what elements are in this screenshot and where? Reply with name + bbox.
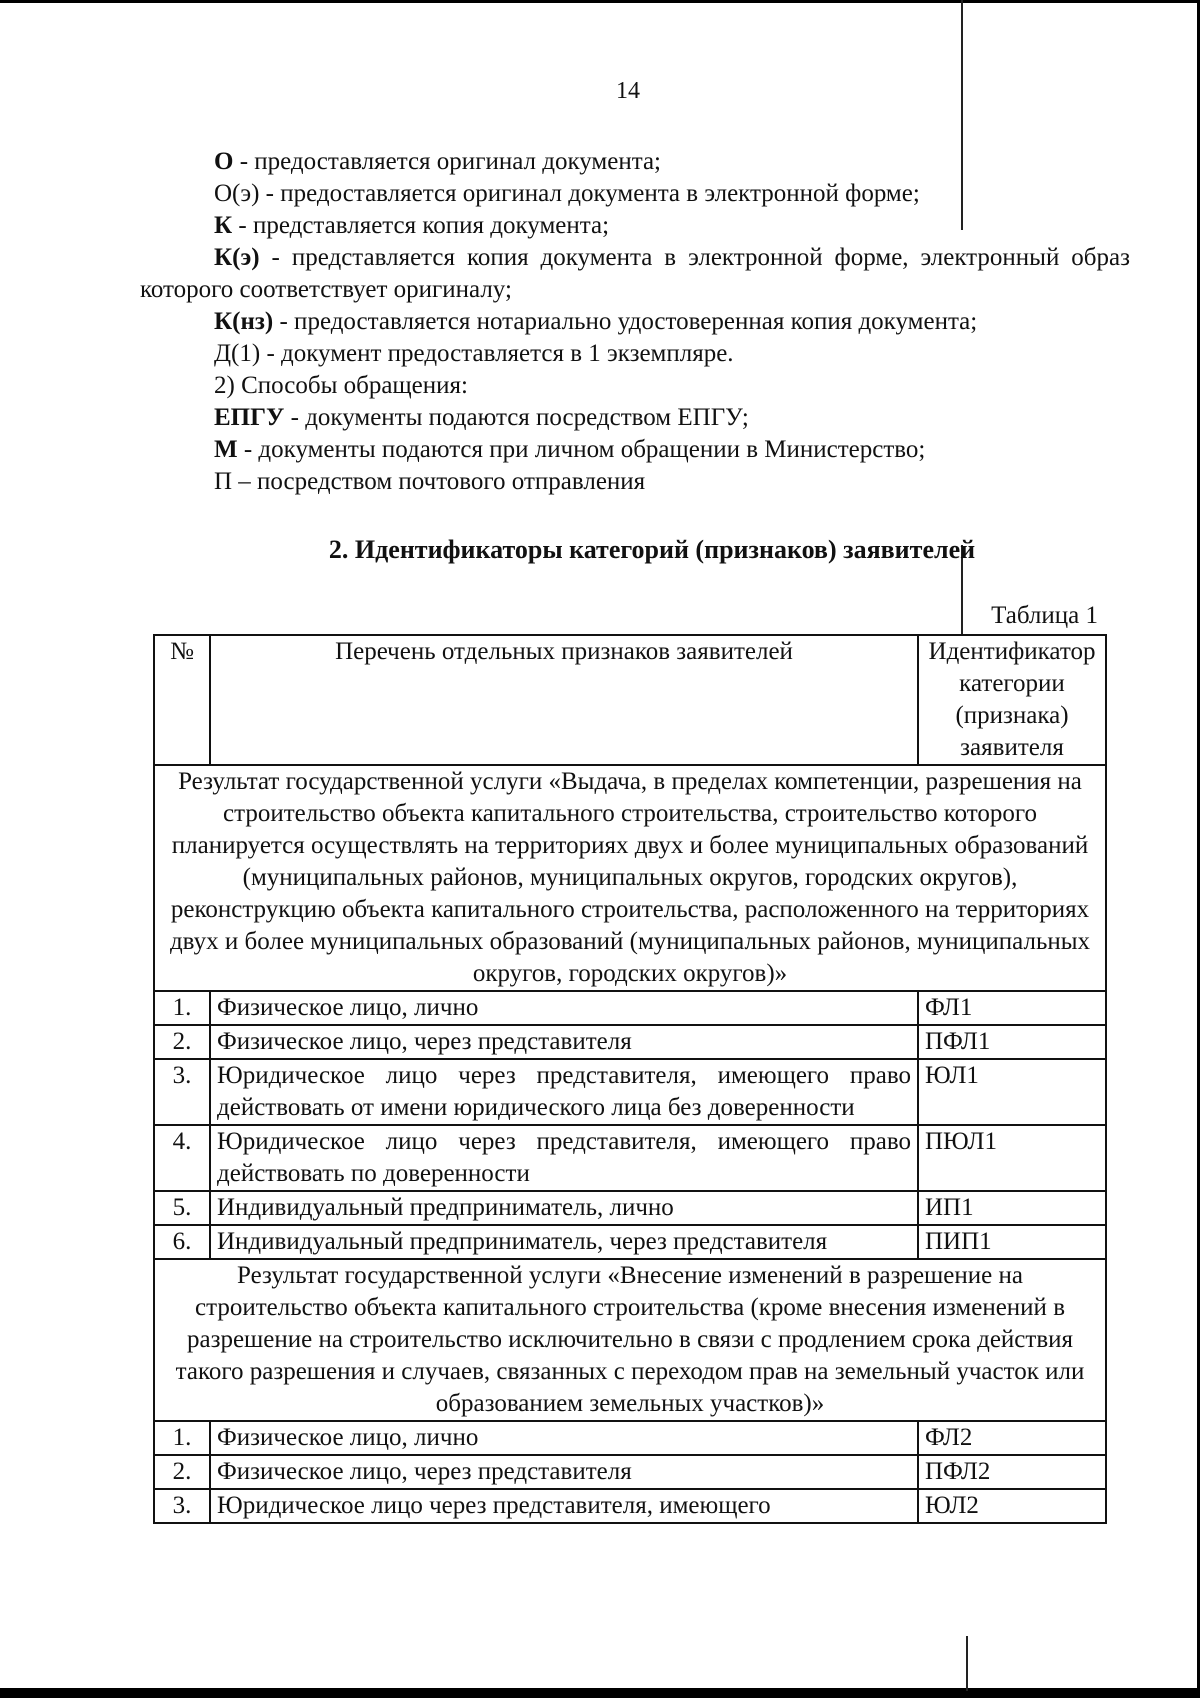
section-title: 2. Идентификаторы категорий (признаков) заявителей (328, 535, 976, 564)
table-row (154, 1059, 1106, 1125)
row-identifier: ФЛ1 (918, 991, 1106, 1025)
row-identifier: ПФЛ1 (918, 1025, 1106, 1059)
table-row (154, 1455, 1106, 1489)
row-number: 2. (154, 1455, 210, 1489)
row-attribute: Физическое лицо, через представителя (210, 1025, 918, 1059)
table-row (154, 1225, 1106, 1259)
row-number: 5. (154, 1191, 210, 1225)
row-identifier: ИП1 (918, 1191, 1106, 1225)
row-number: 2. (154, 1025, 210, 1059)
row-identifier: ПЮЛ1 (918, 1125, 1106, 1191)
table-row (154, 1125, 1106, 1191)
row-attribute: Юридическое лицо через представителя, имеющего (210, 1489, 918, 1523)
row-attribute: Юридическое лицо через представителя, имеющего право действовать от имени юридического лица без доверенности (210, 1059, 918, 1125)
row-attribute: Юридическое лицо через представителя, имеющего право действовать по доверенности (210, 1125, 918, 1191)
table-row (154, 1191, 1106, 1225)
table-header-row (154, 635, 1106, 765)
row-identifier: ЮЛ1 (918, 1059, 1106, 1125)
table-row (154, 1025, 1106, 1059)
legend-subheading: 2) Способы обращения: (214, 372, 468, 399)
scan-border-top (0, 0, 1200, 3)
row-identifier: ФЛ2 (918, 1421, 1106, 1455)
service-result-row (154, 765, 1106, 991)
row-attribute: Физическое лицо, лично (210, 991, 918, 1025)
header-number: № (154, 635, 210, 765)
abbreviation-legend (140, 146, 1130, 498)
table-row (154, 1421, 1106, 1455)
legend-item: П – посредством почтового отправления (214, 468, 646, 495)
table-row (154, 991, 1106, 1025)
table-row (154, 1489, 1106, 1523)
row-number: 4. (154, 1125, 210, 1191)
scan-border-bottom (0, 1688, 1200, 1698)
service-result-row (154, 1259, 1106, 1421)
row-identifier: ПИП1 (918, 1225, 1106, 1259)
legend-item: М - документы подаются при личном обращении в Министерство; (214, 436, 926, 463)
row-number: 3. (154, 1489, 210, 1523)
row-attribute: Физическое лицо, лично (210, 1421, 918, 1455)
table-caption: Таблица 1 (991, 602, 1098, 629)
row-identifier: ЮЛ2 (918, 1489, 1106, 1523)
service-result-text: Результат государственной услуги «Выдача, в пределах компетенции, разрешения на строительство объекта капитального строительства, строительство которого планируется осуществлять на территориях двух и более муниципальных образований (муниципальных районов, муниципальных округов, городских округов), реконструкцию объекта капитального строительства, расположенного на территориях двух и более муниципальных образований (муниципальных районов, муниципальных округов, городских округов)» (154, 765, 1106, 991)
header-attributes-list: Перечень отдельных признаков заявителей (210, 635, 918, 765)
scan-artifact-line (966, 1636, 968, 1691)
service-result-text: Результат государственной услуги «Внесение изменений в разрешение на строительство объекта капитального строительства (кроме внесения изменений в разрешение на строительство исключительно в связи с продлением срока действия такого разрешения и случаев, связанных с переходом прав на земельный участок или образованием земельных участков)» (154, 1259, 1106, 1421)
applicant-categories-table (153, 634, 1107, 1524)
legend-item: О(э) - предоставляется оригинал документа в электронной форме; (214, 180, 920, 207)
row-attribute: Индивидуальный предприниматель, через представителя (210, 1225, 918, 1259)
legend-item: ЕПГУ - документы подаются посредством ЕПГУ; (214, 404, 749, 431)
header-category-identifier: Идентификатор категории (признака) заявителя (918, 635, 1106, 765)
legend-item: К - представляется копия документа; (214, 212, 610, 239)
row-identifier: ПФЛ2 (918, 1455, 1106, 1489)
legend-item: К(нз) - предоставляется нотариально удостоверенная копия документа; (214, 308, 978, 335)
page-number: 14 (616, 78, 640, 104)
row-attribute: Индивидуальный предприниматель, лично (210, 1191, 918, 1225)
legend-item: О - предоставляется оригинал документа; (214, 148, 661, 175)
legend-item: Д(1) - документ предоставляется в 1 экземпляре. (214, 340, 734, 367)
row-number: 1. (154, 991, 210, 1025)
row-number: 3. (154, 1059, 210, 1125)
legend-item: К(э) - представляется копия документа в электронной форме, электронный образ которого соответствует оригиналу; (140, 244, 1130, 303)
row-attribute: Физическое лицо, через представителя (210, 1455, 918, 1489)
row-number: 1. (154, 1421, 210, 1455)
row-number: 6. (154, 1225, 210, 1259)
